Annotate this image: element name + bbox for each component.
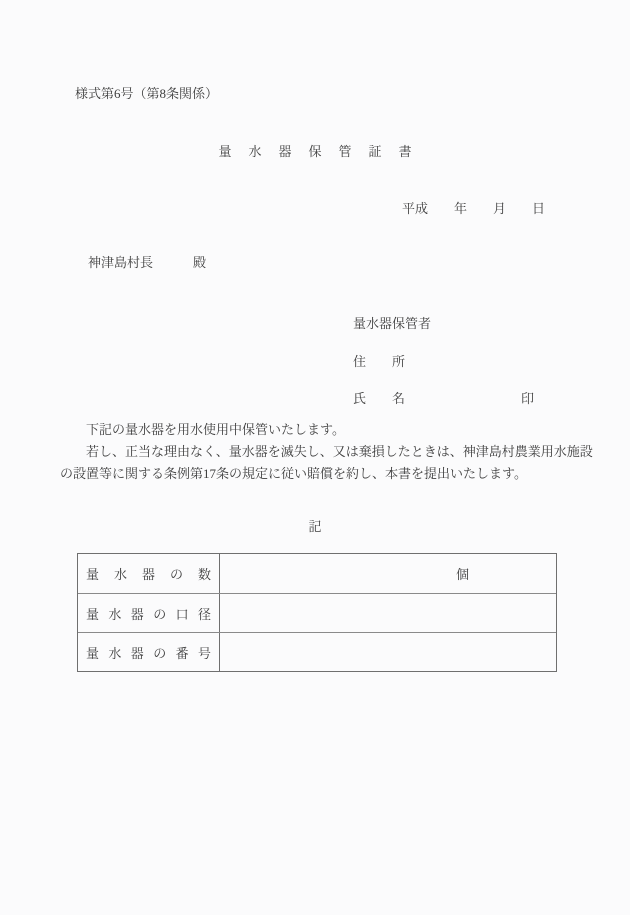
meter-count-field[interactable]: 個 [456, 567, 470, 582]
meter-count-label-cell [78, 554, 220, 593]
body-paragraph-1: 下記の量水器を用水使用中保管いたします。 [86, 422, 345, 437]
form-number: 様式第6号（第8条関係） [75, 86, 219, 101]
custodian-heading: 量水器保管者 [353, 316, 432, 331]
meter-number-label: 量水器の番号 [86, 645, 211, 661]
document-title: 量水器保管証書 [218, 144, 429, 159]
addressee-line [88, 252, 206, 271]
name-label: 氏 名 [353, 391, 406, 406]
meter-diameter-field[interactable] [220, 594, 556, 632]
table-row-meter-number [78, 632, 556, 671]
meter-diameter-label-cell [78, 594, 220, 632]
addressee-honorific: 殿 [193, 255, 207, 270]
meter-number-label-cell [78, 633, 220, 671]
note-heading: 記 [308, 519, 322, 534]
body-text [60, 419, 598, 485]
meter-count-label: 量水器の数 [86, 567, 211, 582]
meter-number-field[interactable] [220, 633, 556, 671]
table-row-meter-diameter [78, 593, 556, 632]
addressee-name: 神津島村長 [88, 255, 154, 270]
body-paragraph-2: 若し、正当な理由なく、量水器を滅失し、又は棄損したときは、神津島村農業用水施設の設置等に関する条例第17条の規定に従い賠償を約し、本書を提出いたします。 [60, 444, 593, 481]
meter-table [77, 553, 557, 672]
address-label: 住 所 [353, 354, 406, 369]
meter-diameter-label: 量水器の口径 [86, 606, 211, 622]
date-line: 平成 年 月 日 [402, 201, 546, 216]
seal-label: 印 [521, 391, 535, 406]
table-row-meter-count [78, 554, 556, 593]
